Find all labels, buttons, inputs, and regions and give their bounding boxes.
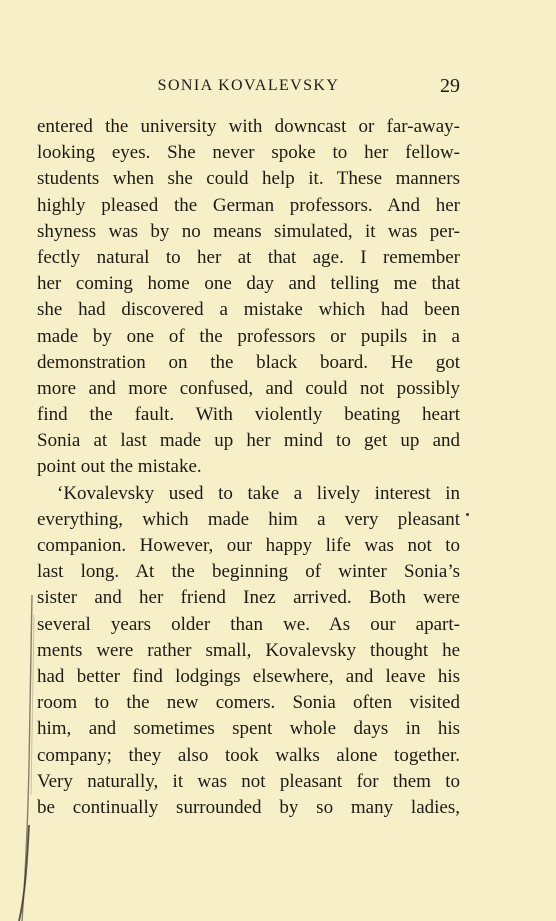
text-line: sister and her friend Inez arrived. Both were bbox=[37, 587, 460, 609]
text-line: everything, which made him a very pleasant bbox=[37, 508, 460, 530]
running-title: SONIA KOVALEVSKY bbox=[157, 77, 340, 94]
text-line: demonstration on the black board. He got bbox=[37, 351, 460, 373]
text-line: company; they also took walks alone together. bbox=[37, 744, 460, 766]
text-line: ments were rather small, Kovalevsky thought he bbox=[37, 639, 460, 661]
text-line: Sonia at last made up her mind to get up and bbox=[37, 430, 460, 452]
running-head bbox=[37, 73, 460, 99]
text-line: highly pleased the German professors. And her bbox=[37, 194, 460, 216]
text-line: had better find lodgings elsewhere, and leave his bbox=[37, 665, 460, 687]
text-line: fectly natural to her at that age. I remember bbox=[37, 246, 460, 268]
text-line: students when she could help it. These manners bbox=[37, 168, 460, 190]
margin-dot bbox=[466, 513, 469, 516]
text-line: last long. At the beginning of winter Sonia’s bbox=[37, 561, 460, 583]
text-line: shyness was by no means simulated, it was per- bbox=[37, 220, 460, 242]
page-number: 29 bbox=[440, 75, 460, 97]
text-line: room to the new comers. Sonia often visited bbox=[37, 692, 460, 714]
text-line: companion. However, our happy life was not to bbox=[37, 535, 460, 556]
text-line: ‘Kovalevsky used to take a lively interest in bbox=[57, 482, 460, 504]
text-line: find the fault. With violently beating heart bbox=[37, 404, 460, 426]
text-line: more and more confused, and could not possibly bbox=[37, 377, 460, 399]
text-line: entered the university with downcast or far-away- bbox=[37, 116, 460, 137]
text-line: she had discovered a mistake which had been bbox=[37, 299, 460, 321]
body-text bbox=[37, 114, 460, 821]
text-line: him, and sometimes spent whole days in his bbox=[37, 718, 460, 740]
text-line: looking eyes. She never spoke to her fellow- bbox=[37, 142, 460, 164]
binding-shadow bbox=[17, 595, 35, 921]
text-line: Very naturally, it was not pleasant for them to bbox=[37, 770, 460, 792]
text-line: several years older than we. As our apart- bbox=[37, 613, 460, 635]
text-line: be continually surrounded by so many ladies, bbox=[37, 796, 460, 818]
text-line: her coming home one day and telling me that bbox=[37, 273, 460, 295]
text-line: made by one of the professors or pupils in a bbox=[37, 325, 460, 347]
text-line: point out the mistake. bbox=[37, 456, 202, 478]
